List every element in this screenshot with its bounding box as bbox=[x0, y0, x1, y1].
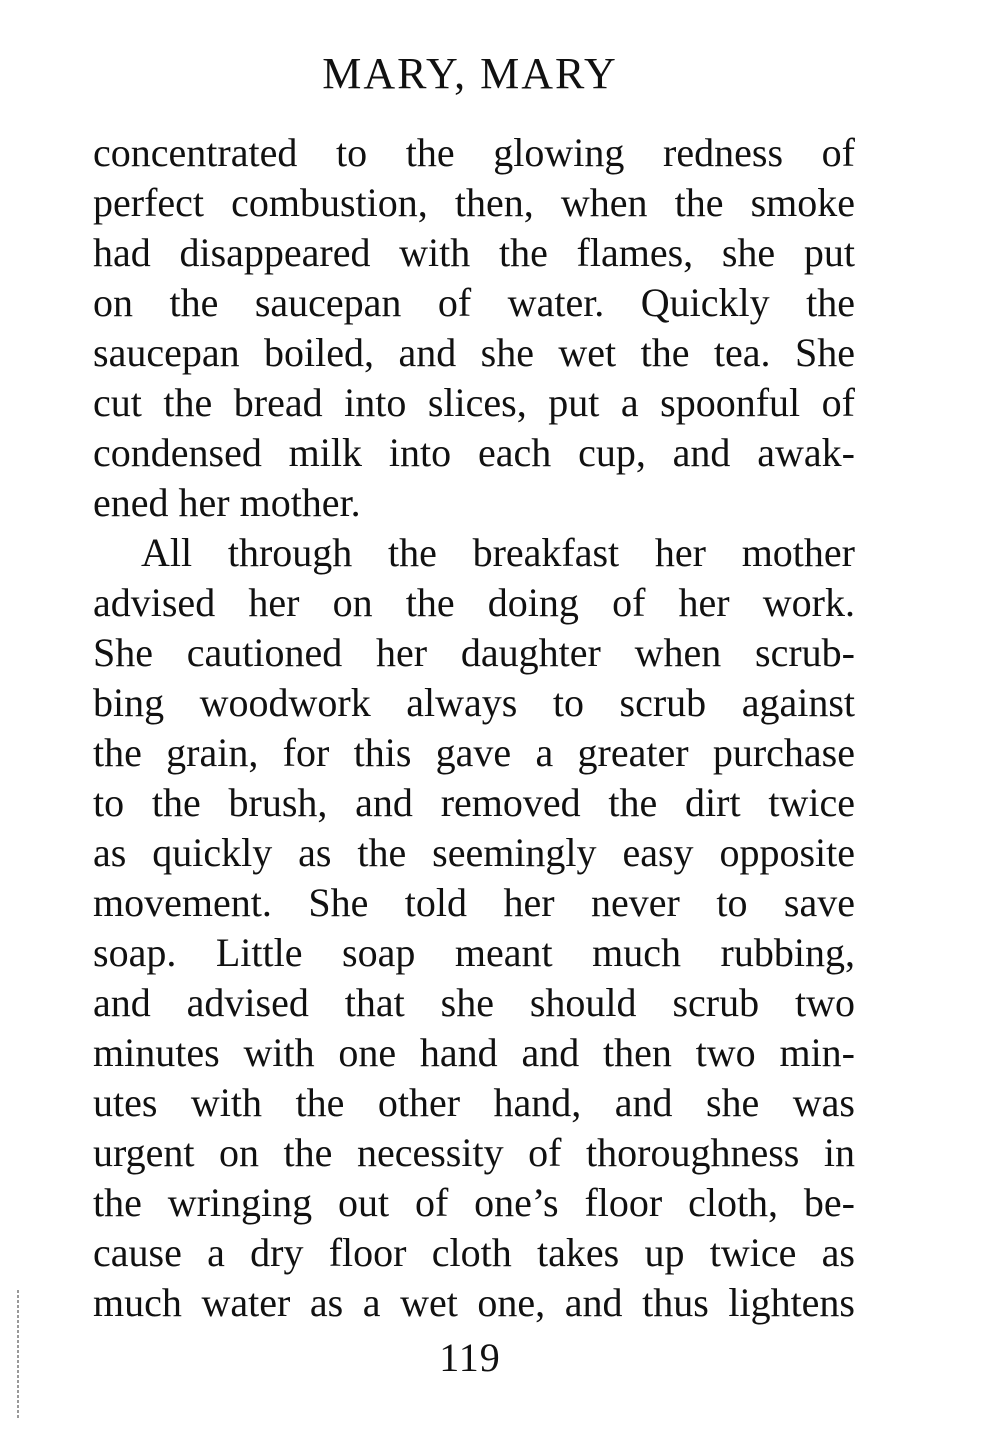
text-line: She cautioned her daughter when scrub- bbox=[93, 630, 855, 675]
page-number: 119 bbox=[439, 1335, 501, 1380]
text-line: utes with the other hand, and she was bbox=[93, 1080, 855, 1125]
text-line: movement. She told her never to save bbox=[93, 880, 855, 925]
text-line: perfect combustion, then, when the smoke bbox=[93, 180, 855, 225]
text-line: cause a dry floor cloth takes up twice as bbox=[93, 1230, 855, 1275]
text-line: urgent on the necessity of thoroughness in bbox=[93, 1130, 855, 1175]
text-line: on the saucepan of water. Quickly the bbox=[93, 280, 855, 325]
text-line: concentrated to the glowing redness of bbox=[93, 130, 855, 175]
text-line: as quickly as the seemingly easy opposite bbox=[93, 830, 855, 875]
text-line: ened her mother. bbox=[93, 480, 361, 525]
text-line: All through the breakfast her mother bbox=[141, 530, 855, 575]
text-line: the wringing out of one’s floor cloth, be- bbox=[93, 1180, 855, 1225]
text-line: the grain, for this gave a greater purchase bbox=[93, 730, 855, 775]
text-line: saucepan boiled, and she wet the tea. She bbox=[93, 330, 855, 375]
text-line: condensed milk into each cup, and awak- bbox=[93, 430, 855, 475]
text-line: minutes with one hand and then two min- bbox=[93, 1030, 855, 1075]
text-line: cut the bread into slices, put a spoonful of bbox=[93, 380, 855, 425]
text-line: advised her on the doing of her work. bbox=[93, 580, 855, 625]
text-line: and advised that she should scrub two bbox=[93, 980, 855, 1025]
text-line: bing woodwork always to scrub against bbox=[93, 680, 855, 725]
text-line: much water as a wet one, and thus lightens bbox=[93, 1280, 855, 1325]
body-text bbox=[93, 128, 855, 1328]
running-head: MARY, MARY bbox=[322, 49, 618, 98]
scan-gutter-mark bbox=[17, 1290, 19, 1420]
text-line: soap. Little soap meant much rubbing, bbox=[93, 930, 855, 975]
text-line: to the brush, and removed the dirt twice bbox=[93, 780, 855, 825]
text-line: had disappeared with the flames, she put bbox=[93, 230, 855, 275]
